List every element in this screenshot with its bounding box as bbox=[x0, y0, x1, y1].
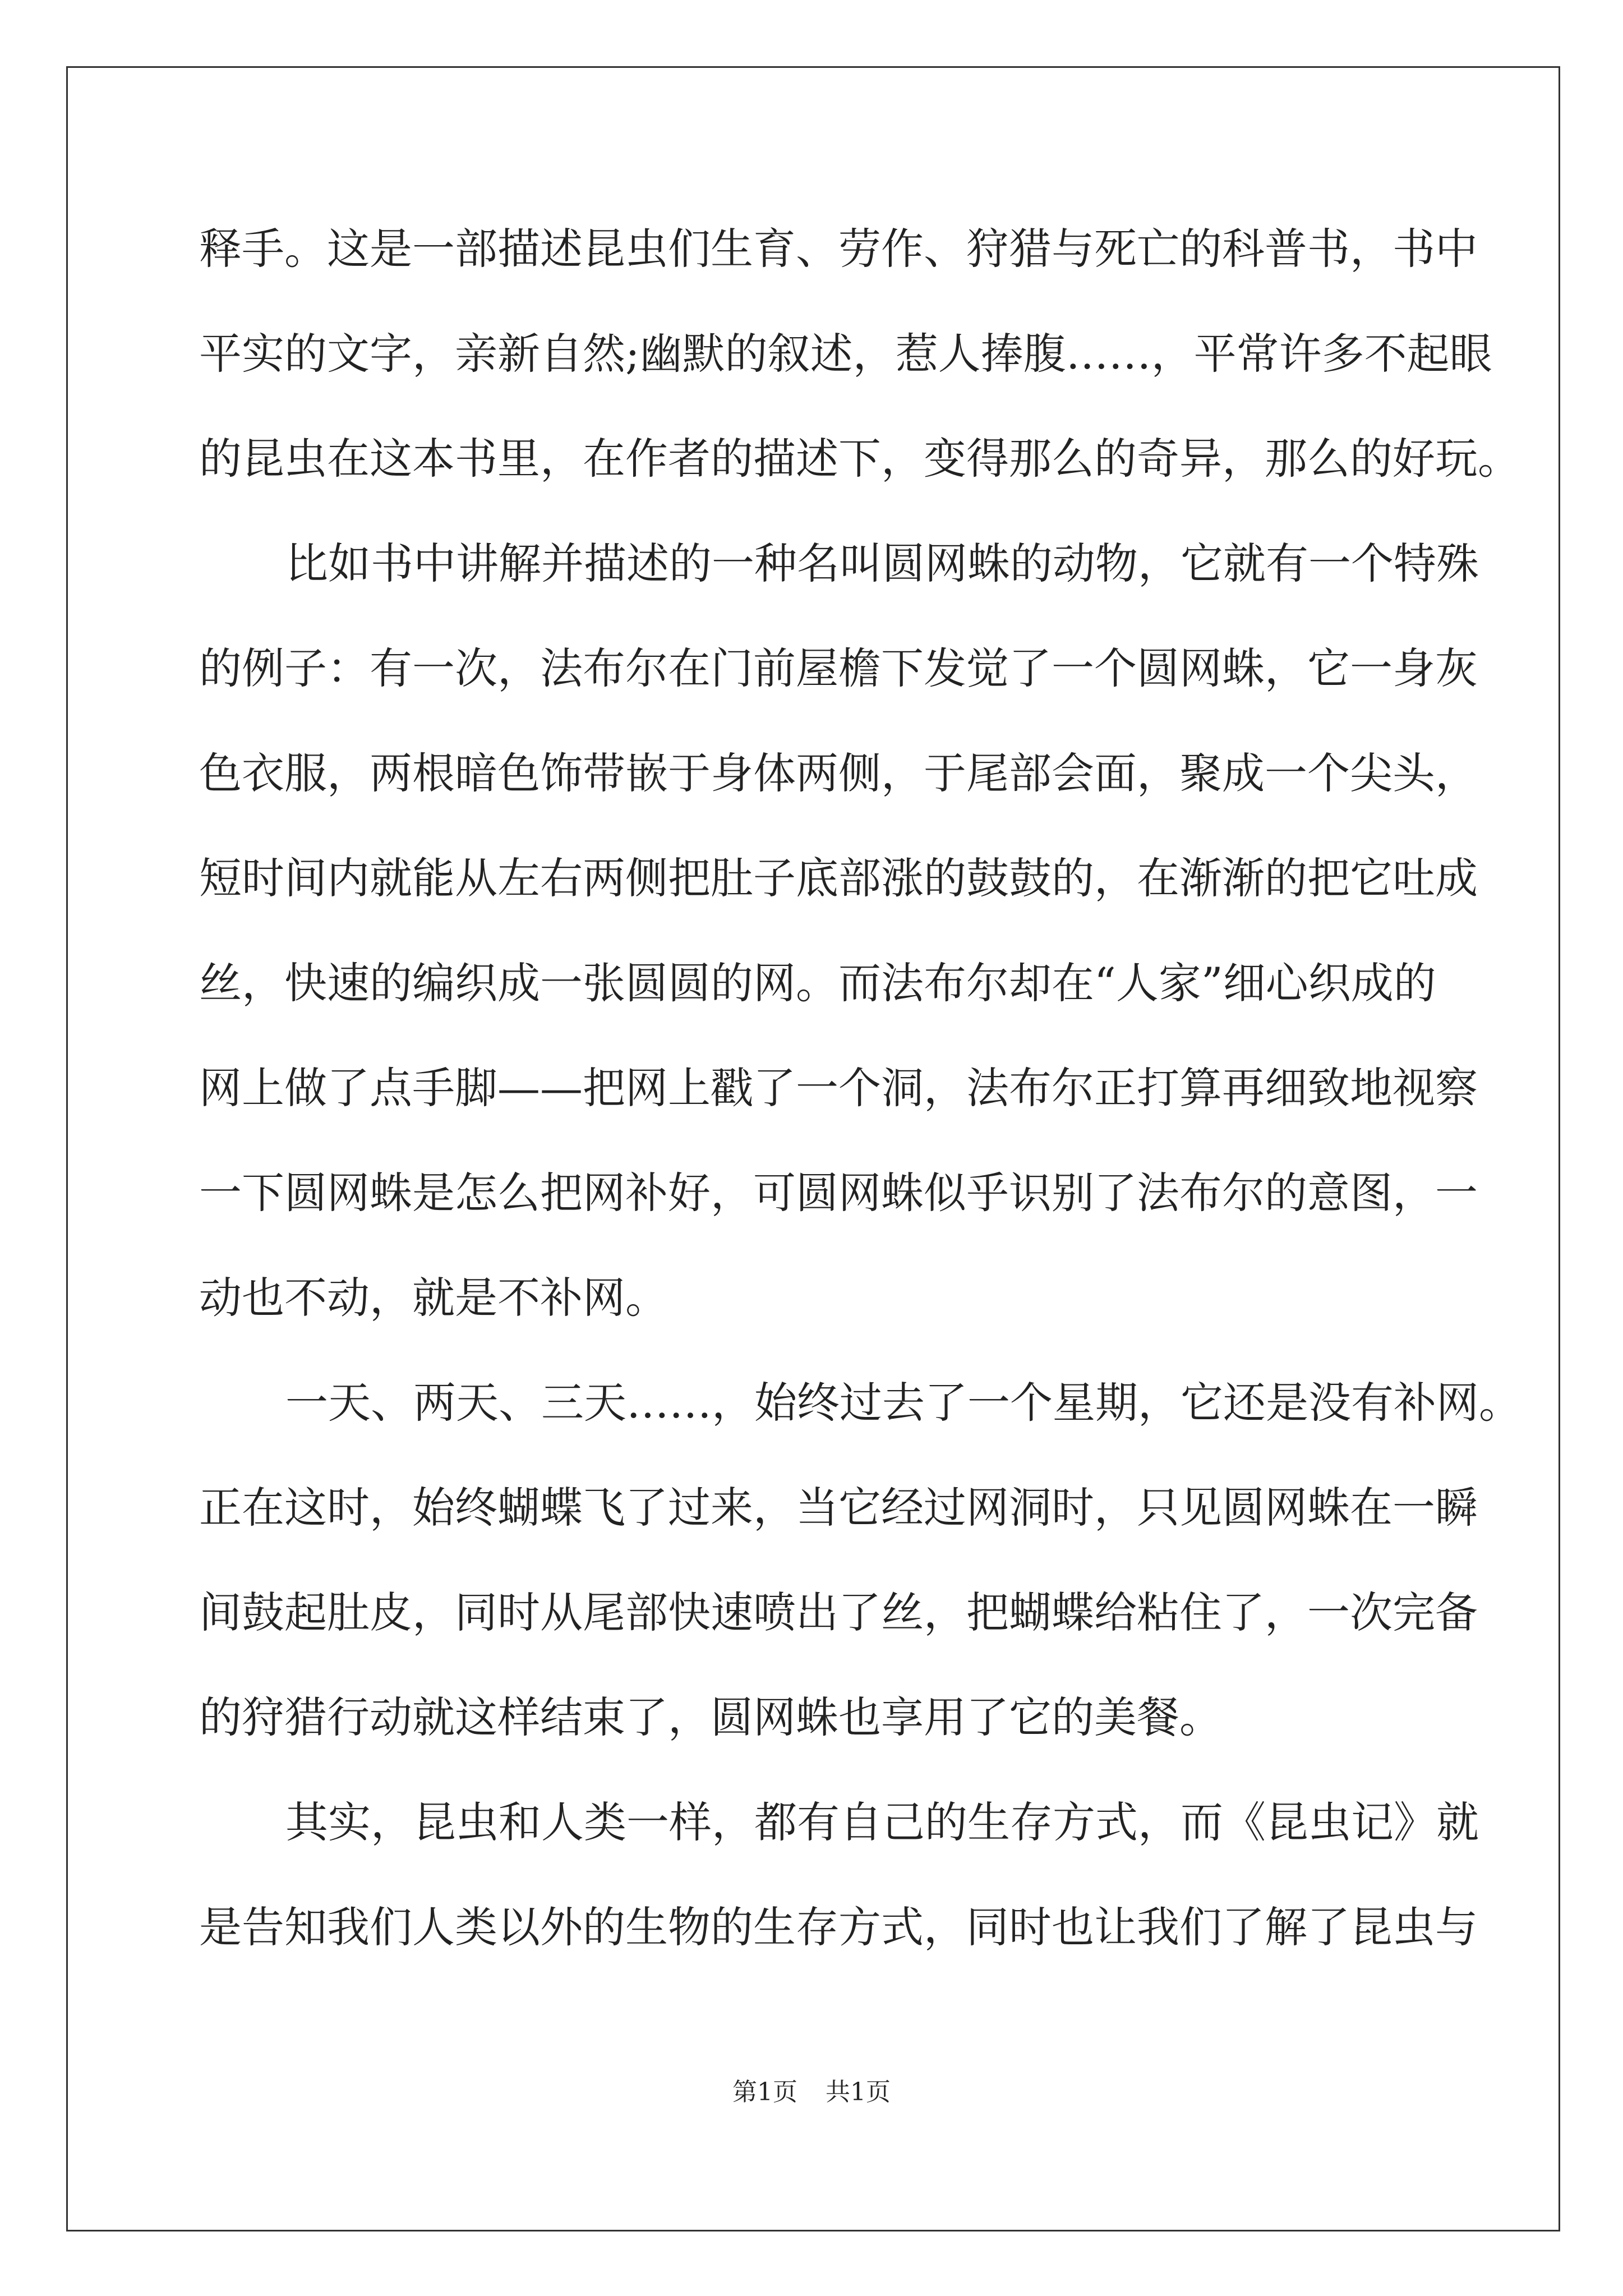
paragraph-start-line: 一天、两天、三天……，始终过去了一个星期，它还是没有补网。 bbox=[285, 1378, 1521, 1428]
text-line: 正在这时，始终蝴蝶飞了过来，当它经过网洞时，只见圆网蛛在一瞬 bbox=[199, 1483, 1478, 1533]
text-line: 丝，快速的编织成一张圆圆的网。而法布尔却在“人家”细心织成的 bbox=[199, 958, 1436, 1008]
document-body bbox=[199, 196, 1521, 1980]
text-line: 是告知我们人类以外的生物的生存方式，同时也让我们了解了昆虫与 bbox=[199, 1902, 1478, 1952]
text-line: 色衣服，两根暗色饰带嵌于身体两侧，于尾部会面，聚成一个尖头， bbox=[199, 748, 1478, 798]
page-number: 第1页 bbox=[732, 2078, 797, 2106]
page-total: 共1页 bbox=[826, 2078, 891, 2106]
paragraph-start-line: 其实，昆虫和人类一样，都有自己的生存方式，而《昆虫记》就 bbox=[285, 1797, 1479, 1847]
text-line: 平实的文字，亲新自然;幽默的叙述，惹人捧腹……，平常许多不起眼 bbox=[199, 329, 1492, 379]
text-line: 动也不动，就是不补网。 bbox=[199, 1273, 668, 1323]
paragraph-start-line: 比如书中讲解并描述的一种名叫圆网蛛的动物，它就有一个特殊 bbox=[285, 539, 1479, 588]
text-line: 的例子：有一次，法布尔在门前屋檐下发觉了一个圆网蛛，它一身灰 bbox=[199, 643, 1478, 693]
text-line: 一下圆网蛛是怎么把网补好，可圆网蛛似乎识别了法布尔的意图，一 bbox=[199, 1168, 1478, 1218]
text-line: 的昆虫在这本书里，在作者的描述下，变得那么的奇异，那么的好玩。 bbox=[199, 434, 1520, 484]
text-line: 的狩猎行动就这样结束了，圆网蛛也享用了它的美餐。 bbox=[199, 1692, 1222, 1742]
page-footer bbox=[0, 2076, 1623, 2109]
text-line: 释手。这是一部描述昆虫们生育、劳作、狩猎与死亡的科普书，书中 bbox=[199, 224, 1478, 274]
text-line: 短时间内就能从左右两侧把肚子底部涨的鼓鼓的，在渐渐的把它吐成 bbox=[199, 853, 1478, 903]
text-line: 网上做了点手脚——把网上戳了一个洞，法布尔正打算再细致地视察 bbox=[199, 1063, 1478, 1113]
text-line: 间鼓起肚皮，同时从尾部快速喷出了丝，把蝴蝶给粘住了，一次完备 bbox=[199, 1588, 1478, 1637]
